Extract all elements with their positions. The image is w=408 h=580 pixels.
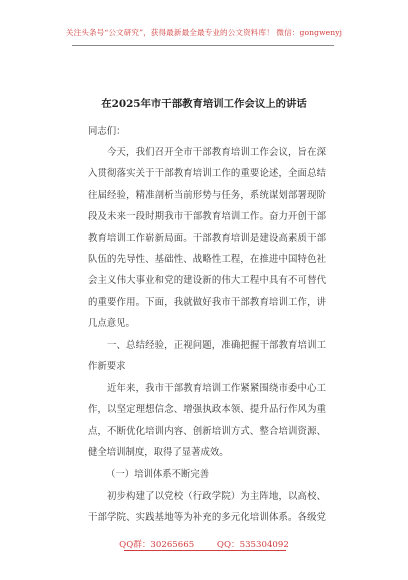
paragraph-line: 往届经验，精准剖析当前形势与任务，系统谋划部署现阶 xyxy=(88,189,326,201)
paragraph-line: 点，不断优化培训内容、创新培训方式、整合培训资源、 xyxy=(88,425,326,437)
paragraph-intro xyxy=(88,142,326,335)
paragraph-line: 近年来，我市干部教育培训工作紧紧围绕市委中心工 xyxy=(107,383,326,394)
footer-qq-number: QQ：535304092 xyxy=(216,540,289,550)
header-divider xyxy=(72,45,334,46)
paragraph-line: 的重要作用。下面，我就做好我市干部教育培训工作，讲 xyxy=(88,296,326,308)
salutation: 同志们： xyxy=(88,126,126,137)
footer-contact xyxy=(0,538,408,550)
paragraph-achievements xyxy=(88,378,326,464)
paragraph-line: 队伍的先导性、基础性、战略性工程，在推进中国特色社 xyxy=(88,253,326,265)
paragraph-line: 作，以坚定理想信念、增强执政本领、提升品行作风为重 xyxy=(88,404,326,416)
subsection-heading-1: （一）培训体系不断完善 xyxy=(106,469,210,480)
section-heading-line: 作新要求 xyxy=(88,361,126,373)
paragraph-line: 几点意见。 xyxy=(88,318,135,330)
section-heading-line: 一、总结经验，正视问题，准确把握干部教育培训工 xyxy=(107,340,326,351)
section-heading-1 xyxy=(88,335,326,378)
footer-qq-group: QQ群：30265665 xyxy=(119,540,195,550)
paragraph-line: 入贯彻落实关于干部教育培训工作的重要论述，全面总结 xyxy=(88,168,326,180)
header-promo-note: 关注头条号“公文研究”，获得最新最全最专业的公文资料库！ 微信：gongwenyj xyxy=(65,28,343,37)
document-title: 在2025年市干部教育培训工作会议上的讲话 xyxy=(101,98,307,110)
paragraph-line: 干部学院、实践基地等为补充的多元化培训体系。各级党 xyxy=(88,512,326,524)
paragraph-line: 今天，我们召开全市干部教育培训工作会议，旨在深 xyxy=(107,147,326,158)
paragraph-line: 会主义伟大事业和党的建设新的伟大工程中具有不可替代 xyxy=(88,275,326,287)
paragraph-training-system xyxy=(88,486,326,529)
paragraph-line: 初步构建了以党校（行政学院）为主阵地，以高校、 xyxy=(107,491,326,502)
footer-underline xyxy=(124,550,286,551)
paragraph-line: 健全培训制度，取得了显著成效。 xyxy=(88,447,229,459)
paragraph-line: 段及未来一段时期我市干部教育培训工作。奋力开创干部 xyxy=(88,211,326,223)
paragraph-line: 教育培训工作崭新局面。干部教育培训是建设高素质干部 xyxy=(88,232,326,244)
